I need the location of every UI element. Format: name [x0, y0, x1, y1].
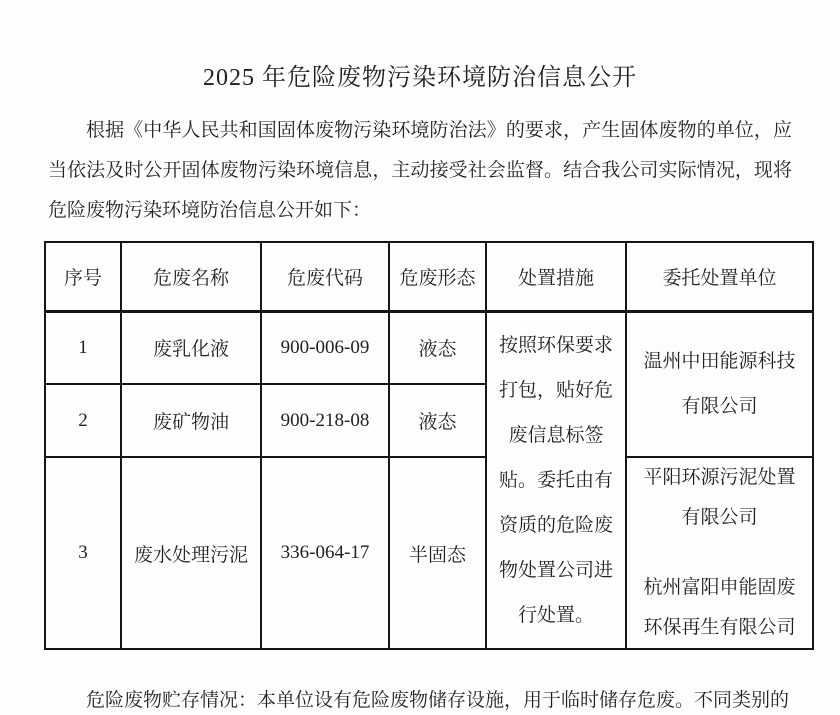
entrusted-unit-cell: 温州中田能源科技有限公司 — [626, 311, 813, 457]
waste-form-cell: 液态 — [389, 384, 486, 457]
entrusted-unit-first: 平阳环源污泥处置有限公司 — [643, 467, 796, 528]
seq-cell: 2 — [45, 384, 121, 457]
storage-status-paragraph: 危险废物贮存情况：本单位设有危险废物储存设施，用于临时储存危废。不同类别的 — [86, 690, 790, 711]
intro-paragraph: 根据《中华人民共和国固体废物污染环境防治法》的要求，产生固体废物的单位，应当依法及时公开固体废物污染环境信息，主动接受社会监督。结合我公司实际情况，现将危险废物污染环境防治信息公开如下： — [48, 120, 792, 221]
seq-cell: 3 — [45, 457, 121, 649]
column-header-waste-name: 危废名称 — [121, 242, 261, 311]
table-row — [45, 457, 813, 649]
table-row — [45, 311, 813, 384]
entrusted-unit-second: 杭州富阳申能固废环保再生有限公司 — [643, 577, 796, 638]
entrusted-unit-cell — [626, 457, 813, 649]
column-header-waste-form: 危废形态 — [389, 242, 486, 311]
seq-cell: 1 — [45, 311, 121, 384]
waste-code-cell: 336-064-17 — [261, 457, 389, 649]
waste-name-cell: 废乳化液 — [121, 311, 261, 384]
column-header-disposal-measure: 处置措施 — [486, 242, 626, 311]
waste-form-cell: 液态 — [389, 311, 486, 384]
page-title: 2025 年危险废物污染环境防治信息公开 — [203, 65, 637, 91]
waste-form-cell: 半固态 — [389, 457, 486, 649]
hazardous-waste-table — [44, 241, 814, 650]
table-header-row — [45, 242, 813, 311]
column-header-seq: 序号 — [45, 242, 121, 311]
waste-name-cell: 废矿物油 — [121, 384, 261, 457]
disposal-measure-cell: 按照环保要求打包，贴好危废信息标签贴。委托由有资质的危险废物处置公司进行处置。 — [486, 311, 626, 649]
column-header-waste-code: 危废代码 — [261, 242, 389, 311]
waste-code-cell: 900-218-08 — [261, 384, 389, 457]
column-header-entrusted-unit: 委托处置单位 — [626, 242, 813, 311]
waste-code-cell: 900-006-09 — [261, 311, 389, 384]
waste-name-cell: 废水处理污泥 — [121, 457, 261, 649]
